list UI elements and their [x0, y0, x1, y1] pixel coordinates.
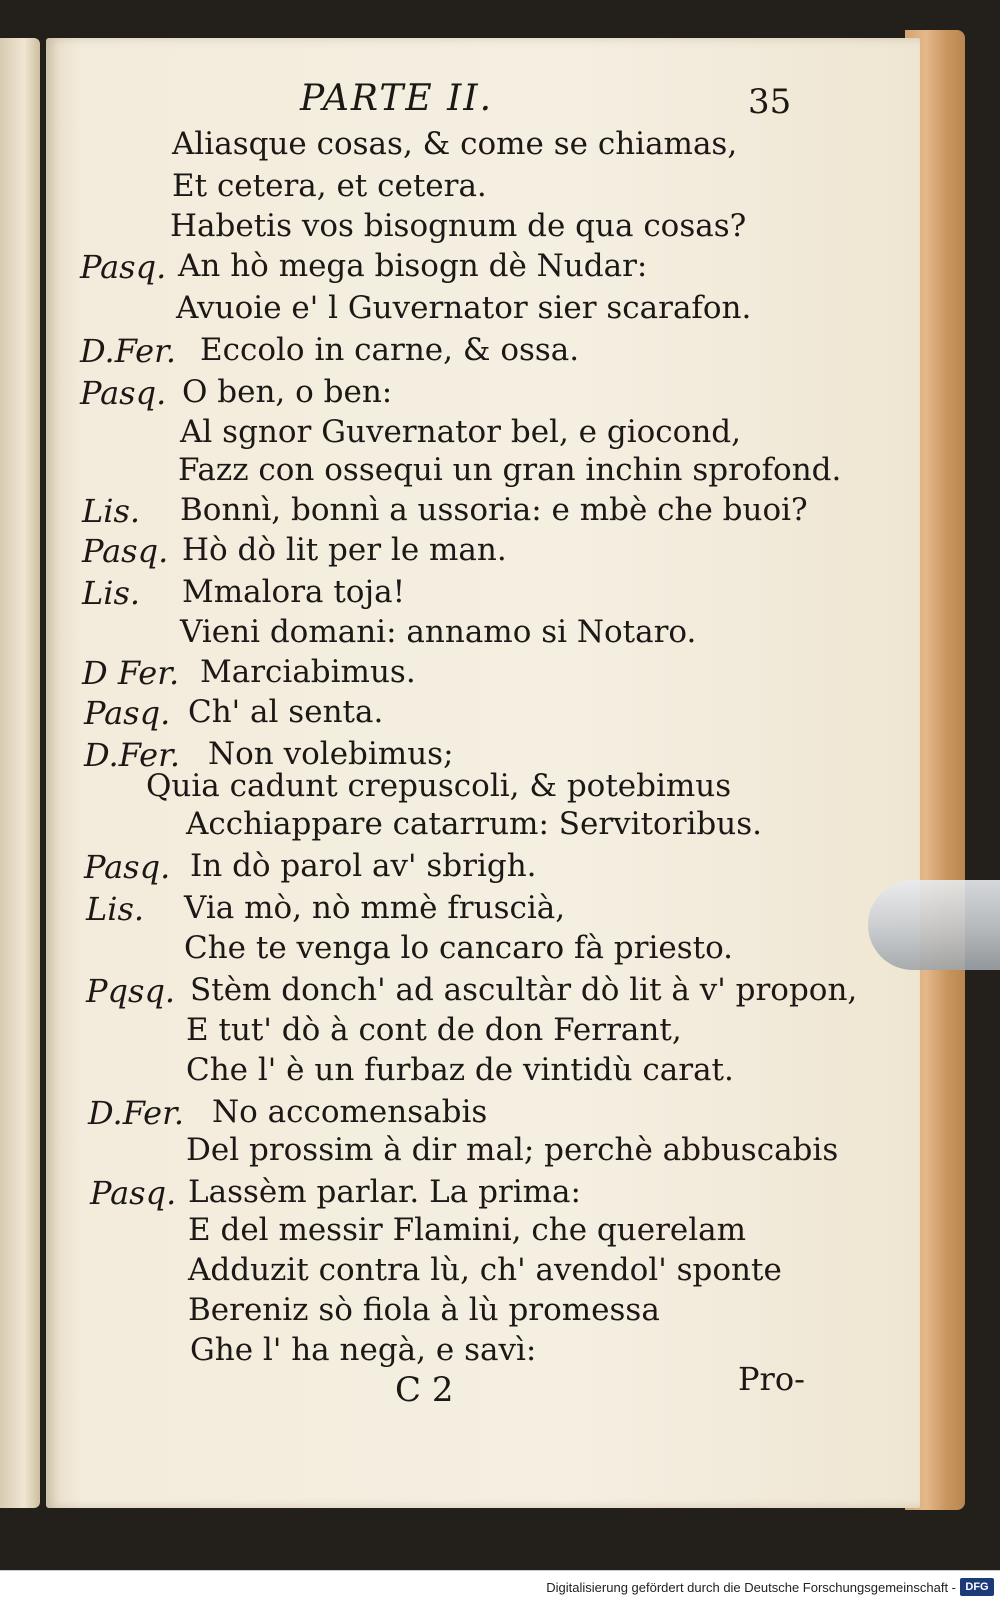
text-line: Ghe l' ha negà, e savì: [190, 1332, 537, 1368]
text-line: E tut' dò à cont de don Ferrant, [186, 1012, 682, 1048]
text-line: Avuoie e' l Guvernator sier scarafon. [176, 290, 752, 326]
text-line: No accomensabis [212, 1094, 488, 1130]
speaker-label: Pasq. [84, 694, 171, 732]
text-line: Mmalora toja! [182, 574, 406, 610]
page-clip [868, 880, 1000, 970]
speaker-label: Lis. [86, 890, 145, 928]
credit-bar [0, 1570, 1000, 1605]
catchword: Pro- [738, 1360, 805, 1398]
text-line: Bereniz sò fiola à lù promessa [188, 1292, 660, 1328]
text-line: Bonnì, bonnì a ussoria: e mbè che buoi? [180, 492, 808, 528]
running-head: PARTE II. [300, 78, 494, 119]
speaker-label: Pasq. [84, 848, 171, 886]
speaker-label: Pasq. [90, 1174, 177, 1212]
facing-page-edge [0, 38, 40, 1508]
text-line: Stèm donch' ad ascultàr dò lit à v' propon, [190, 972, 858, 1008]
speaker-label: Lis. [82, 574, 141, 612]
text-line: Che te venga lo cancaro fà priesto. [184, 930, 734, 966]
speaker-label: Pasq. [80, 248, 167, 286]
speaker-label: D.Fer. [84, 736, 181, 774]
speaker-label: Pasq. [82, 532, 169, 570]
text-line: Hò dò lit per le man. [182, 532, 507, 568]
text-line: O ben, o ben: [182, 374, 393, 410]
text-line: Quia cadunt crepuscoli, & potebimus [146, 768, 732, 804]
text-line: Aliasque cosas, & come se chiamas, [172, 126, 738, 162]
text-line: Del prossim à dir mal; perchè abbuscabis [186, 1132, 839, 1168]
text-line: Adduzit contra lù, ch' avendol' sponte [188, 1252, 782, 1288]
text-line: Ch' al senta. [188, 694, 384, 730]
text-line: Fazz con ossequi un gran inchin sprofond. [178, 452, 842, 488]
text-line: Habetis vos bisognum de qua cosas? [170, 208, 747, 244]
speaker-label: Pasq. [80, 374, 167, 412]
text-line: Vieni domani: annamo si Notaro. [180, 614, 697, 650]
credit-text: Digitalisierung gefördert durch die Deutsche Forschungsgemeinschaft - [546, 1580, 956, 1595]
dfg-logo: DFG [960, 1578, 994, 1596]
page-number: 35 [748, 82, 792, 122]
text-line: An hò mega bisogn dè Nudar: [178, 248, 648, 284]
text-line: Via mò, nò mmè fruscià, [184, 890, 566, 926]
speaker-label: Pqsq. [86, 972, 176, 1010]
text-line: Marciabimus. [200, 654, 416, 690]
text-line: Al sgnor Guvernator bel, e giocond, [180, 414, 741, 450]
speaker-label: D Fer. [82, 654, 180, 692]
text-line: Et cetera, et cetera. [172, 168, 487, 204]
speaker-label: D.Fer. [80, 332, 177, 370]
speaker-label: Lis. [82, 492, 141, 530]
text-line: Acchiappare catarrum: Servitoribus. [186, 806, 762, 842]
text-line: Non volebimus; [208, 736, 454, 772]
text-line: In dò parol av' sbrigh. [190, 848, 537, 884]
text-line: Che l' è un furbaz de vintidù carat. [186, 1052, 734, 1088]
text-line: E del messir Flamini, che querelam [188, 1212, 747, 1248]
text-line: Eccolo in carne, & ossa. [200, 332, 580, 368]
text-line: Lassèm parlar. La prima: [188, 1174, 581, 1210]
speaker-label: D.Fer. [88, 1094, 185, 1132]
signature-mark: C 2 [395, 1370, 454, 1410]
